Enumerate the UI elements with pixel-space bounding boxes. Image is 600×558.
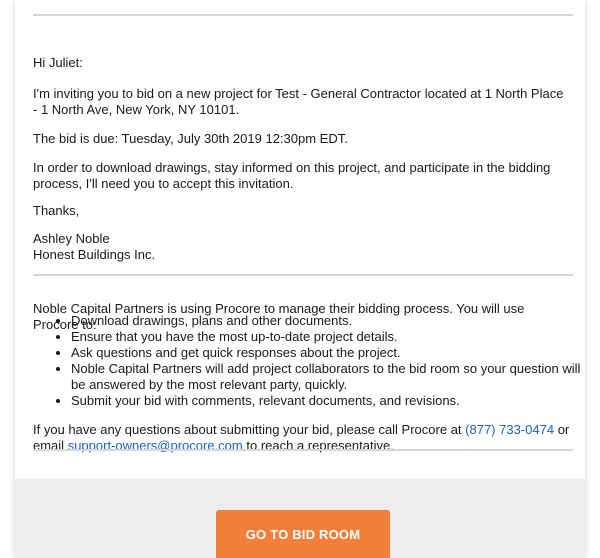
signature-company: Honest Buildings Inc.	[33, 247, 156, 262]
procore-intro: Noble Capital Partners is using Procore to manage their bidding process. You will use Procore to:	[33, 301, 525, 332]
middle-divider	[33, 274, 573, 276]
list-item: • Submit your bid with comments, relevant documents, and revisions.	[71, 393, 585, 409]
bottom-divider	[33, 449, 573, 451]
support-text-mid: or email	[33, 422, 570, 453]
support-email-link[interactable]: support-owners@procore.com	[67, 438, 243, 453]
greeting: Hi Juliet:	[33, 55, 83, 70]
email-footer	[15, 479, 585, 558]
accept-paragraph: In order to download drawings, stay informed on this project, and participate in the bidding process, I'll need you to accept this invitation.	[33, 160, 551, 191]
support-text-prefix: If you have any questions about submitting your bid, please call Procore at	[33, 422, 462, 437]
top-divider	[33, 14, 573, 16]
invite-paragraph: I'm inviting you to bid on a new project for Test - General Contractor located at 1 North Place - 1 North Ave, New York, NY 10101.	[33, 86, 564, 117]
list-item: • Noble Capital Partners will add project collaborators to the bid room so your question will be answered by the most relevant party, quickly.	[71, 361, 585, 393]
signature-name: Ashley Noble	[33, 231, 110, 246]
closing: Thanks,	[33, 203, 80, 218]
support-text-suffix: to reach a representative.	[246, 438, 394, 453]
due-date-paragraph: The bid is due: Tuesday, July 30th 2019 12:30pm EDT.	[33, 131, 348, 146]
email-card	[15, 0, 585, 558]
go-to-bid-room-button[interactable]: GO TO BID ROOM	[216, 510, 390, 558]
support-phone-link[interactable]: (877) 733-0474	[465, 422, 555, 437]
procore-feature-list	[53, 313, 585, 409]
list-item: • Ensure that you have the most up-to-date project details.	[71, 329, 585, 345]
list-item: • Download drawings, plans and other documents.	[71, 313, 585, 329]
list-item: • Ask questions and get quick responses about the project.	[71, 345, 585, 361]
